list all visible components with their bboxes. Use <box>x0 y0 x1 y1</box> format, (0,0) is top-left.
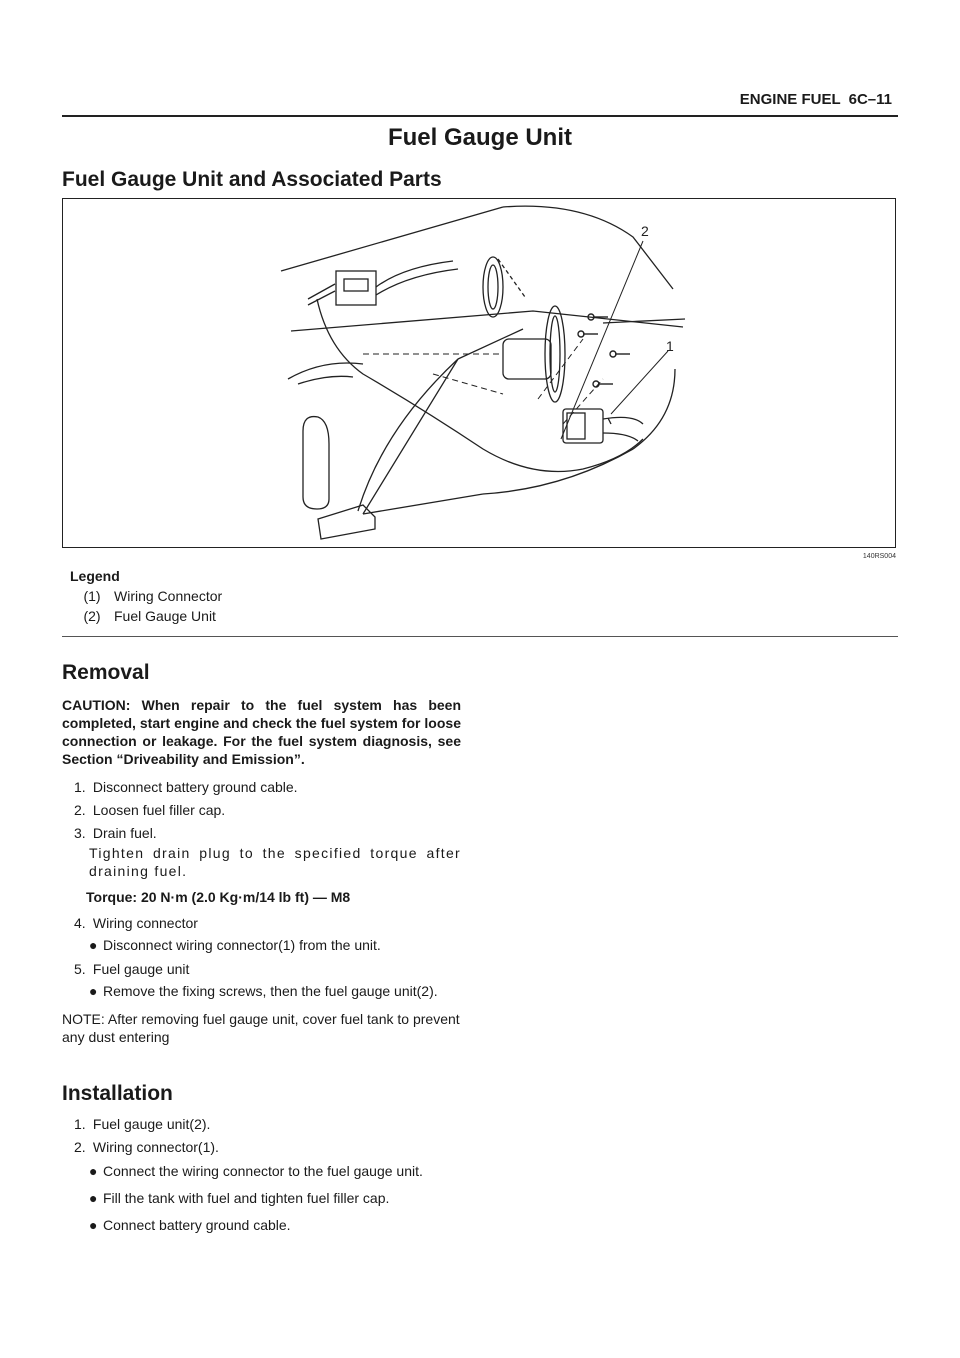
torque-spec: Torque: 20 N·m (2.0 Kg·m/14 lb ft) — M8 <box>86 889 351 905</box>
caution-text: CAUTION: When repair to the fuel system has been completed, start engine and check the fuel system for loose connection or leakage. For the fuel system diagnosis, see Section “Driveability and Emission”. <box>62 697 461 767</box>
bullet-icon: ● <box>89 1163 98 1179</box>
bullet-item: ● Disconnect wiring connector(1) from the unit. <box>89 937 381 953</box>
removal-section <box>62 661 461 1046</box>
running-header <box>740 91 892 108</box>
header-section: ENGINE FUEL <box>739 91 841 108</box>
installation-heading: Installation <box>62 1082 173 1105</box>
callout-2: 2 <box>641 223 649 239</box>
bullet-item: ● Connect battery ground cable. <box>89 1217 291 1233</box>
bullet-item: ● Fill the tank with fuel and tighten fuel filler cap. <box>89 1190 390 1206</box>
callout-1: 1 <box>666 338 674 354</box>
bullet-item: ● Remove the fixing screws, then the fuel gauge unit(2). <box>89 983 438 999</box>
figure-id: 140RS004 <box>862 553 896 560</box>
bullet-item: ● Connect the wiring connector to the fuel gauge unit. <box>89 1163 423 1179</box>
legend-item <box>70 608 222 628</box>
legend-divider <box>62 636 898 637</box>
legend-item-number: (1) <box>83 588 101 604</box>
header-page-number: 6C–11 <box>848 91 892 108</box>
removal-step: 1. Disconnect battery ground cable. <box>74 779 298 795</box>
note-text: NOTE: After removing fuel gauge unit, cover fuel tank to prevent any dust entering <box>62 1011 460 1045</box>
installation-step: 2. Wiring connector(1). <box>74 1139 219 1155</box>
header-rule <box>62 115 898 117</box>
legend-item <box>70 588 222 608</box>
removal-step: 3. Drain fuel. <box>74 825 157 841</box>
bullet-icon: ● <box>89 1217 98 1233</box>
bullet-icon: ● <box>89 1190 98 1206</box>
removal-step: 4. Wiring connector <box>74 915 198 931</box>
legend <box>70 568 222 628</box>
removal-step: 5. Fuel gauge unit <box>74 961 190 977</box>
parts-illustration <box>62 198 896 548</box>
installation-section <box>62 1082 461 1234</box>
removal-heading: Removal <box>62 661 150 684</box>
legend-item-label: Wiring Connector <box>114 588 223 604</box>
installation-step: 1. Fuel gauge unit(2). <box>74 1116 211 1132</box>
legend-title: Legend <box>70 568 120 584</box>
page-title: Fuel Gauge Unit <box>387 124 572 151</box>
removal-step: 2. Loosen fuel filler cap. <box>74 802 226 818</box>
section-subtitle: Fuel Gauge Unit and Associated Parts <box>62 168 442 191</box>
bullet-icon: ● <box>89 983 98 999</box>
legend-item-number: (2) <box>83 608 101 624</box>
legend-item-label: Fuel Gauge Unit <box>114 608 216 624</box>
drain-detail: Tighten drain plug to the specified torque after draining fuel. <box>89 845 461 879</box>
bullet-icon: ● <box>89 937 98 953</box>
fuel-gauge-diagram <box>63 199 896 548</box>
